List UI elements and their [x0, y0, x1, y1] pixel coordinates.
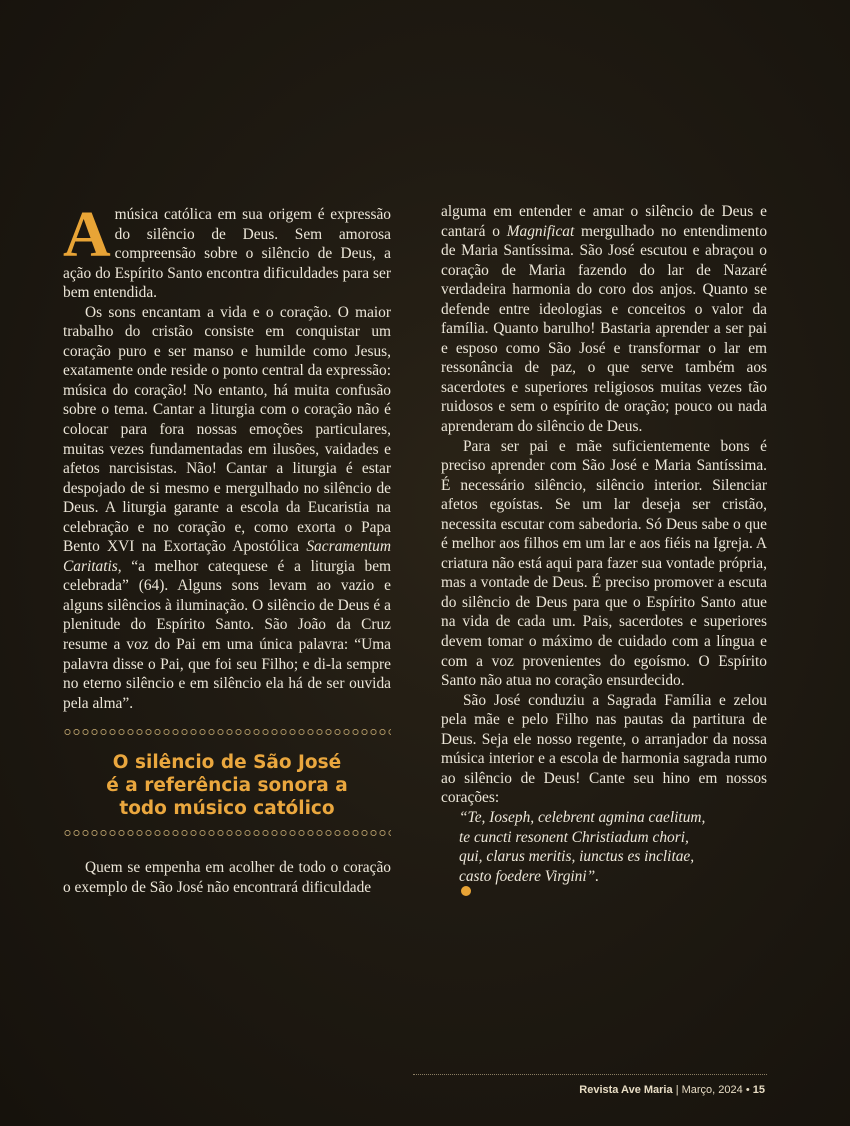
pull-quote [63, 751, 391, 820]
verse-line-last [459, 867, 767, 897]
article-column-left [63, 198, 391, 897]
footer-rule [413, 1074, 767, 1076]
issue-date: Março, 2024 [681, 1084, 743, 1096]
pull-quote-line: é a referência sonora a [106, 775, 348, 797]
paragraph-sons [63, 303, 391, 713]
drop-cap: A [63, 198, 111, 271]
article-column-right [441, 202, 767, 896]
page-number: 15 [752, 1084, 765, 1096]
paragraph-sao-jose: São José conduziu a Sagrada Família e zelou pela mãe e pelo Filho nas pautas da partitura de Deus. Seja ele nosso regente, o arranjador da nossa música interior e a escola de harmonia sagrada rumo ao silêncio de Deus! Cante seu hino em nossos corações: [441, 691, 767, 807]
footer-separator: | [675, 1084, 679, 1096]
paragraph-continuation-text-a: alguma em entender e amar o silêncio de Deus e cantará o [441, 203, 767, 240]
ornamental-divider-top [63, 727, 391, 737]
paragraph-intro [63, 198, 391, 303]
verse-line: casto foedere Virgini”. [459, 867, 600, 885]
verse-line: “Te, Ioseph, celebrent agmina caelitum, [459, 808, 706, 826]
italic-title-sacramentum: Sacramentum Caritatis [63, 538, 391, 575]
end-mark-dot [461, 886, 471, 896]
verse-line: qui, clarus meritis, iunctus es inclitae, [459, 848, 695, 866]
paragraph-pai-mae: Para ser pai e mãe suficientemente bons é preciso aprender com São José e Maria Santíssima. É necessário silêncio, silêncio interior. Silenciar afetos egoístas. Se um lar deseja ser cristão, necessita escutar com sabedoria. Só Deus sabe o que é melhor aos filhos em um lar e aos fiéis na Igreja. A criatura não está aqui para fazer sua vontade própria, mas a vontade de Deus. É preciso promover a escuta do silêncio de Deus para que o Espírito Santo atue na vida de cada um. Pais, sacerdotes e superiores devem tomar o máximo de cuidado com a língua e com a voz provenientes do egoísmo. O Espírito Santo não atua no coração ensurdecido. [441, 437, 767, 690]
paragraph-sons-text-b: , “a melhor catequese é a liturgia bem celebrada” (64). Alguns sons levam ao vazio e alguns silêncios à iluminação. O silêncio de Deus é a plenitude do Espírito Santo. São João da Cruz resume a voz do Pai em uma única palavra: “Uma palavra disse o Pai, que foi seu Filho; e di-la sempre no eterno silêncio e em silêncio ela há de ser ouvida pela alma”. [63, 557, 391, 712]
paragraph-continuation-text-b: mergulhado no entendimento de Maria Santíssima. São José escutou e abraçou o coração de Maria fazendo do lar de Nazaré verdadeira harmonia do coro dos anjos. Quanto se defende entre ideologias e conceitos o valor da família. Quanto barulho! Bastaria aprender a ser pai e esposo como São José e transformar o lar em ressonância de paz, o que serve também aos sacerdotes e superiores religiosos muitas vezes tão ruidosos e sem o espírito de oração; pouco ou nada aprenderam do silêncio de Deus. [441, 222, 768, 436]
magazine-name: Revista Ave Maria [579, 1084, 673, 1096]
page-footer [579, 1084, 765, 1096]
pull-quote-line: todo músico católico [119, 798, 335, 820]
paragraph-continuation [441, 202, 767, 437]
verse-line: te cuncti resonent Christiadum chori, [459, 828, 689, 846]
italic-title-magnificat: Magnificat [506, 222, 575, 240]
pull-quote-line: O silêncio de São José [112, 752, 342, 774]
latin-hymn-verse [459, 808, 767, 896]
paragraph-quem: Quem se empenha em acolher de todo o coração o exemplo de São José não encontrará dificuldade [63, 859, 391, 896]
ornamental-divider-bottom [63, 828, 391, 838]
paragraph-intro-text: música católica em sua origem é expressão do silêncio de Deus. Sem amorosa compreensão sobre o silêncio de Deus, a ação do Espírito Santo encontra dificuldades para ser bem entendida. [63, 206, 391, 302]
footer-bullet: • [745, 1084, 750, 1096]
paragraph-sons-text-a: Os sons encantam a vida e o coração. O maior trabalho do cristão consiste em conquistar um coração puro e ser manso e humilde como Jesus, exatamente onde reside o ponto central da expressão: música do coração! No entanto, há muita confusão sobre o tema. Cantar a liturgia com o coração não é colocar para fora nossas emoções particulares, muitas vezes fundamentadas em ilusões, vaidades e afetos narcisistas. Não! Cantar a liturgia é estar despojado de si mesmo e mergulhado no silêncio de Deus. A liturgia garante a escola da Eucaristia na celebração e no coração e, como exorta o Papa Bento XVI na Exortação Apostólica [63, 303, 391, 556]
